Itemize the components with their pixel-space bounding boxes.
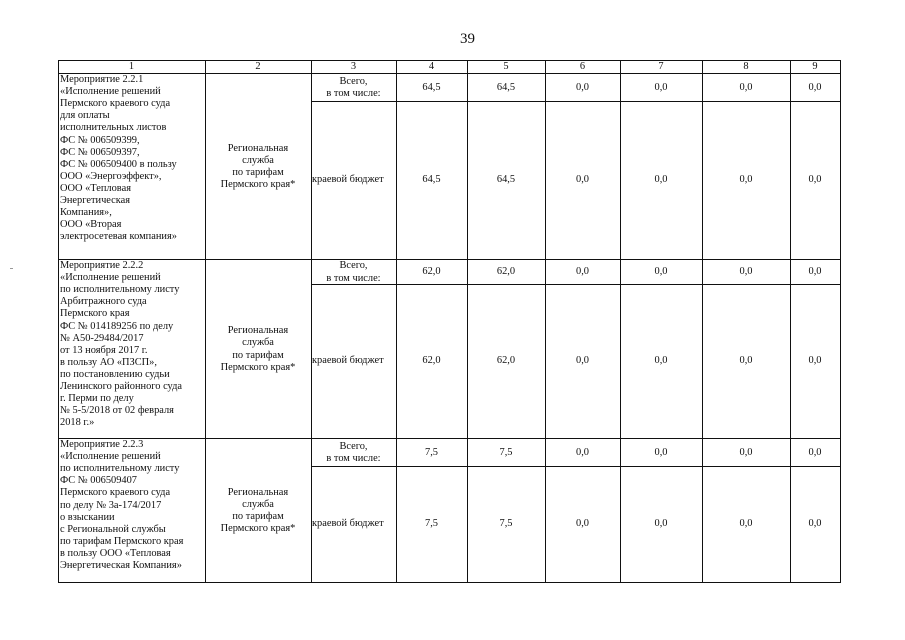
total-value: 0,0: [654, 81, 668, 93]
budget-value: 0,0: [576, 354, 589, 366]
column-border-8: [790, 60, 791, 583]
total-value: 0,0: [654, 266, 668, 278]
total-value: 0,0: [808, 81, 822, 93]
executor-text-line: служба: [242, 337, 274, 349]
header-bottom-border: [58, 73, 841, 74]
total-value: 0,0: [739, 266, 753, 278]
event-text-line: г. Перми по делу: [60, 393, 134, 405]
total-label-line: в том числе:: [326, 88, 381, 99]
budget-value: 0,0: [739, 517, 753, 529]
total-value: 0,0: [576, 266, 589, 278]
executor-text-line: Региональная: [227, 486, 289, 498]
event-text-line: по тарифам Пермского края: [60, 535, 184, 547]
total-value: 62,0: [422, 266, 441, 278]
event-text-line: Пермского краевого суда: [60, 487, 171, 499]
budget-value: 0,0: [808, 354, 822, 366]
header-cell-1: 1: [128, 61, 135, 72]
budget-label: краевой бюджет: [312, 173, 384, 185]
event-text-line: Мероприятие 2.2.1: [60, 74, 144, 85]
budget-label: краевой бюджет: [312, 354, 384, 366]
total-value: 0,0: [576, 81, 589, 93]
event-text-line: по постановлению судьи: [60, 368, 170, 380]
row-1-bottom-border: [58, 259, 841, 260]
executor-text-line: по тарифам: [232, 511, 284, 522]
budget-value: 64,5: [422, 173, 441, 185]
budget-label: краевой бюджет: [312, 517, 384, 529]
header-cell-4: 4: [428, 61, 435, 72]
column-border-3: [396, 60, 397, 583]
event-text-line: для оплаты: [60, 110, 110, 122]
total-label-line: Всего,: [339, 75, 368, 87]
event-text-line: Пермского краевого суда: [60, 98, 171, 110]
event-text-line: электросетевая компания»: [60, 231, 177, 243]
budget-value: 0,0: [576, 173, 589, 185]
total-label-line: в том числе:: [326, 272, 381, 284]
column-border-5: [545, 60, 546, 583]
event-text-line: Пермского края: [60, 308, 130, 320]
budget-value: 0,0: [576, 517, 589, 529]
budget-value: 0,0: [654, 173, 668, 185]
row-2-bottom-border: [58, 438, 841, 439]
event-text-line: ООО «Энергоэффект»,: [60, 170, 162, 182]
header-cell-6: 6: [579, 61, 586, 72]
event-text-line: по исполнительному листу: [60, 463, 180, 475]
event-text-line: ФС № 006509399,: [60, 134, 140, 146]
event-text-line: по исполнительному листу: [60, 284, 180, 296]
total-value: 0,0: [654, 446, 668, 458]
total-label-line: в том числе:: [326, 453, 381, 464]
executor-text-line: Региональная: [227, 142, 289, 154]
event-text-line: исполнительных листов: [60, 122, 167, 134]
total-value: 64,5: [422, 81, 441, 93]
event-text-line: № 5-5/2018 от 02 февраля: [60, 405, 174, 417]
budget-value: 62,0: [496, 354, 516, 366]
executor-text-line: по тарифам: [232, 167, 284, 178]
budget-value: 0,0: [654, 354, 668, 366]
budget-value: 7,5: [425, 517, 438, 529]
executor-text-line: Пермского края*: [220, 361, 296, 373]
header-cell-7: 7: [658, 61, 664, 72]
header-cell-8: 8: [743, 61, 749, 72]
event-text-line: «Исполнение решений: [60, 272, 161, 284]
row-3-bottom-border: [58, 582, 841, 583]
header-cell-9: 9: [812, 61, 818, 72]
event-text-line: 2018 г.»: [60, 417, 95, 429]
header-cell-5: 5: [503, 61, 509, 72]
event-text-line: о взыскании: [60, 511, 115, 523]
executor-text-line: Региональная: [227, 325, 289, 337]
event-text-line: ФС № 006509400 в пользу: [60, 158, 177, 170]
column-border-2: [311, 60, 312, 583]
event-text-line: ООО «Вторая: [60, 219, 122, 231]
header-cell-3: 3: [350, 61, 357, 72]
event-text-line: с Региональной службы: [60, 523, 166, 535]
event-text-line: Энергетическая Компания»: [60, 560, 182, 571]
total-value: 0,0: [739, 446, 753, 458]
budget-value: 0,0: [654, 517, 668, 529]
event-text-line: ФС № 006509397,: [60, 146, 140, 158]
event-text-line: ФС № 006509407: [60, 475, 138, 487]
event-text-line: Ленинского районного суда: [60, 381, 182, 392]
event-text-line: «Исполнение решений: [60, 451, 161, 463]
total-label-line: Всего,: [339, 260, 368, 272]
executor-text-line: служба: [242, 154, 274, 166]
event-text-line: ФС № 014189256 по делу: [60, 320, 174, 332]
column-border-9: [840, 60, 841, 583]
budget-value: 0,0: [739, 173, 753, 185]
total-value: 7,5: [499, 446, 513, 458]
page-number: 39: [460, 31, 475, 47]
event-text-line: Арбитражного суда: [60, 296, 147, 308]
event-text-line: Энергетическая: [60, 195, 131, 206]
column-border-4: [467, 60, 468, 583]
executor-text-line: Пермского края*: [220, 523, 296, 535]
total-value: 0,0: [808, 446, 822, 458]
event-text-line: от 13 ноября 2017 г.: [60, 344, 148, 356]
total-value: 0,0: [739, 81, 753, 93]
column-border-7: [702, 60, 703, 583]
total-value: 62,0: [496, 266, 516, 278]
total-value: 7,5: [425, 446, 438, 458]
total-value: 64,5: [496, 81, 516, 93]
executor-text-line: служба: [242, 498, 274, 510]
column-border-6: [620, 60, 621, 583]
executor-text-line: по тарифам: [232, 349, 284, 361]
budget-value: 0,0: [739, 354, 753, 366]
event-text-line: в пользу АО «ПЗСП»,: [60, 356, 157, 368]
row-1-subdivider: [311, 101, 841, 102]
event-text-line: в пользу ООО «Тепловая: [60, 547, 171, 559]
budget-value: 0,0: [808, 173, 822, 185]
event-text-line: «Исполнение решений: [60, 86, 161, 98]
event-text-line: Мероприятие 2.2.2: [60, 260, 144, 271]
total-label-line: Всего,: [339, 440, 368, 452]
budget-value: 0,0: [808, 517, 822, 529]
header-cell-2: 2: [255, 61, 261, 72]
event-text-line: ООО «Тепловая: [60, 182, 131, 194]
event-text-line: № А50-29484/2017: [60, 332, 144, 344]
column-border-0: [58, 60, 59, 583]
budget-value: 7,5: [499, 517, 513, 529]
row-3-subdivider: [311, 466, 841, 467]
event-text-line: Мероприятие 2.2.3: [60, 439, 144, 450]
budget-value: 62,0: [422, 354, 441, 366]
total-value: 0,0: [576, 446, 589, 458]
budget-value: 64,5: [496, 173, 516, 185]
executor-text-line: Пермского края*: [220, 179, 296, 191]
event-text-line: Компания»,: [60, 207, 112, 219]
total-value: 0,0: [808, 266, 822, 278]
event-text-line: по делу № 3а-174/2017: [60, 499, 162, 511]
